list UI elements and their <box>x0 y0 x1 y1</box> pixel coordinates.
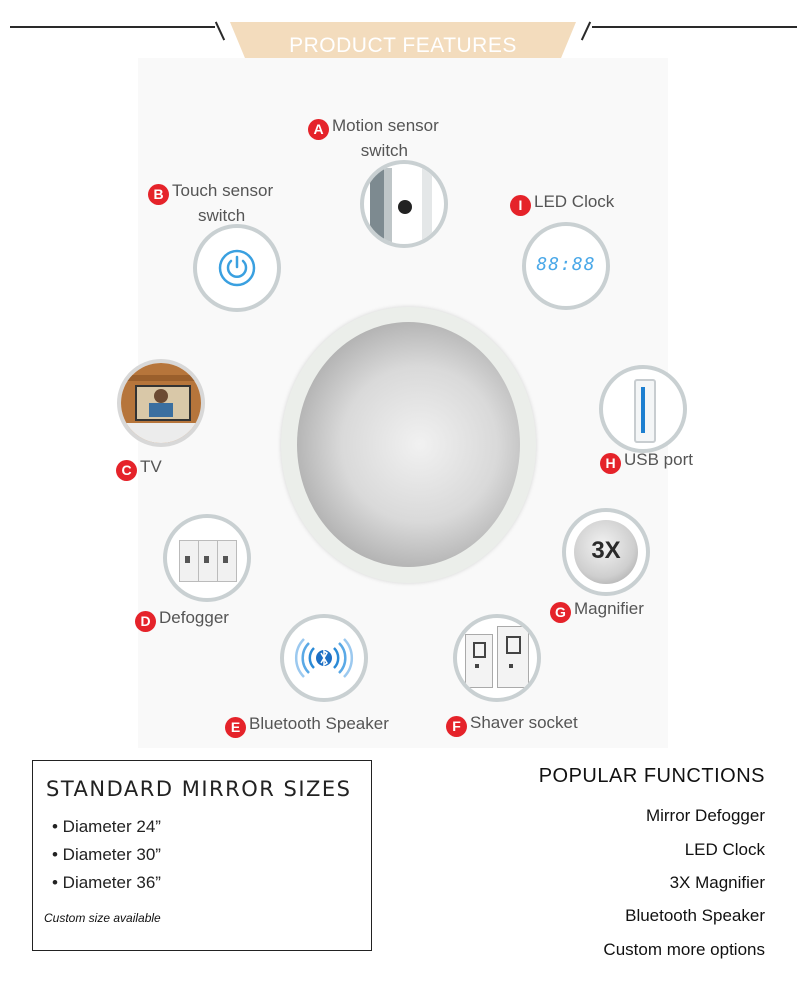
badge-c: C <box>116 460 137 481</box>
header-rule-right <box>592 26 797 28</box>
mirror-sizes-title: STANDARD MIRROR SIZES <box>46 777 352 801</box>
feature-label-shaver-socket <box>446 712 578 737</box>
badge-i: I <box>510 195 531 216</box>
magnifier-text: 3X <box>591 537 621 564</box>
badge-e: E <box>225 717 246 738</box>
badge-d: D <box>135 611 156 632</box>
feature-label-text: Shaver socket <box>470 713 578 732</box>
led-clock-icon <box>522 222 610 310</box>
header-rule-left <box>10 26 215 28</box>
defogger-icon <box>163 514 251 602</box>
feature-label-bluetooth-speaker <box>225 713 389 738</box>
usb-port-icon <box>599 365 687 453</box>
feature-label-magnifier <box>550 598 644 623</box>
mirror-image <box>297 322 520 567</box>
badge-h: H <box>600 453 621 474</box>
feature-label-text: USB port <box>624 450 693 469</box>
header-slant-left <box>215 22 225 41</box>
popular-function-item: Mirror Defogger <box>645 806 765 825</box>
feature-label-text: Touch sensor <box>172 181 274 200</box>
led-clock-digits: 88:88 <box>536 254 596 275</box>
page-title: PRODUCT FEATURES <box>289 34 517 57</box>
feature-label-tv <box>116 456 162 481</box>
badge-g: G <box>550 602 571 623</box>
feature-label-touch-sensor <box>148 180 273 226</box>
badge-a: A <box>308 119 329 140</box>
popular-function-item: Bluetooth Speaker <box>625 906 765 925</box>
feature-label-text-line2: switch <box>360 141 408 160</box>
popular-functions-title: POPULAR FUNCTIONS <box>538 765 765 787</box>
tv-icon <box>117 359 205 447</box>
popular-function-item: Custom more options <box>603 940 765 959</box>
feature-label-text: Motion sensor <box>332 116 439 135</box>
popular-function-item: 3X Magnifier <box>669 873 765 892</box>
feature-label-text: LED Clock <box>534 192 615 211</box>
feature-label-motion-sensor <box>308 115 439 161</box>
feature-label-text-line2: switch <box>197 206 246 225</box>
badge-f: F <box>446 716 467 737</box>
custom-size-note: Custom size available <box>44 911 161 925</box>
power-icon <box>193 224 281 312</box>
size-item: • Diameter 36” <box>52 873 161 892</box>
feature-label-text: Magnifier <box>574 599 644 618</box>
shaver-socket-icon <box>453 614 541 702</box>
magnifier-icon <box>562 508 650 596</box>
motion-sensor-icon <box>360 160 448 248</box>
bluetooth-icon <box>280 614 368 702</box>
feature-label-text: Bluetooth Speaker <box>249 714 389 733</box>
feature-label-usb-port <box>600 449 693 474</box>
feature-label-text: Defogger <box>159 608 229 627</box>
badge-b: B <box>148 184 169 205</box>
feature-label-led-clock <box>510 191 614 216</box>
feature-label-text: TV <box>140 457 162 476</box>
popular-function-item: LED Clock <box>684 840 765 859</box>
size-item: • Diameter 24” <box>52 817 161 836</box>
header-slant-right <box>581 22 591 41</box>
size-item: • Diameter 30” <box>52 845 161 864</box>
feature-label-defogger <box>135 607 229 632</box>
